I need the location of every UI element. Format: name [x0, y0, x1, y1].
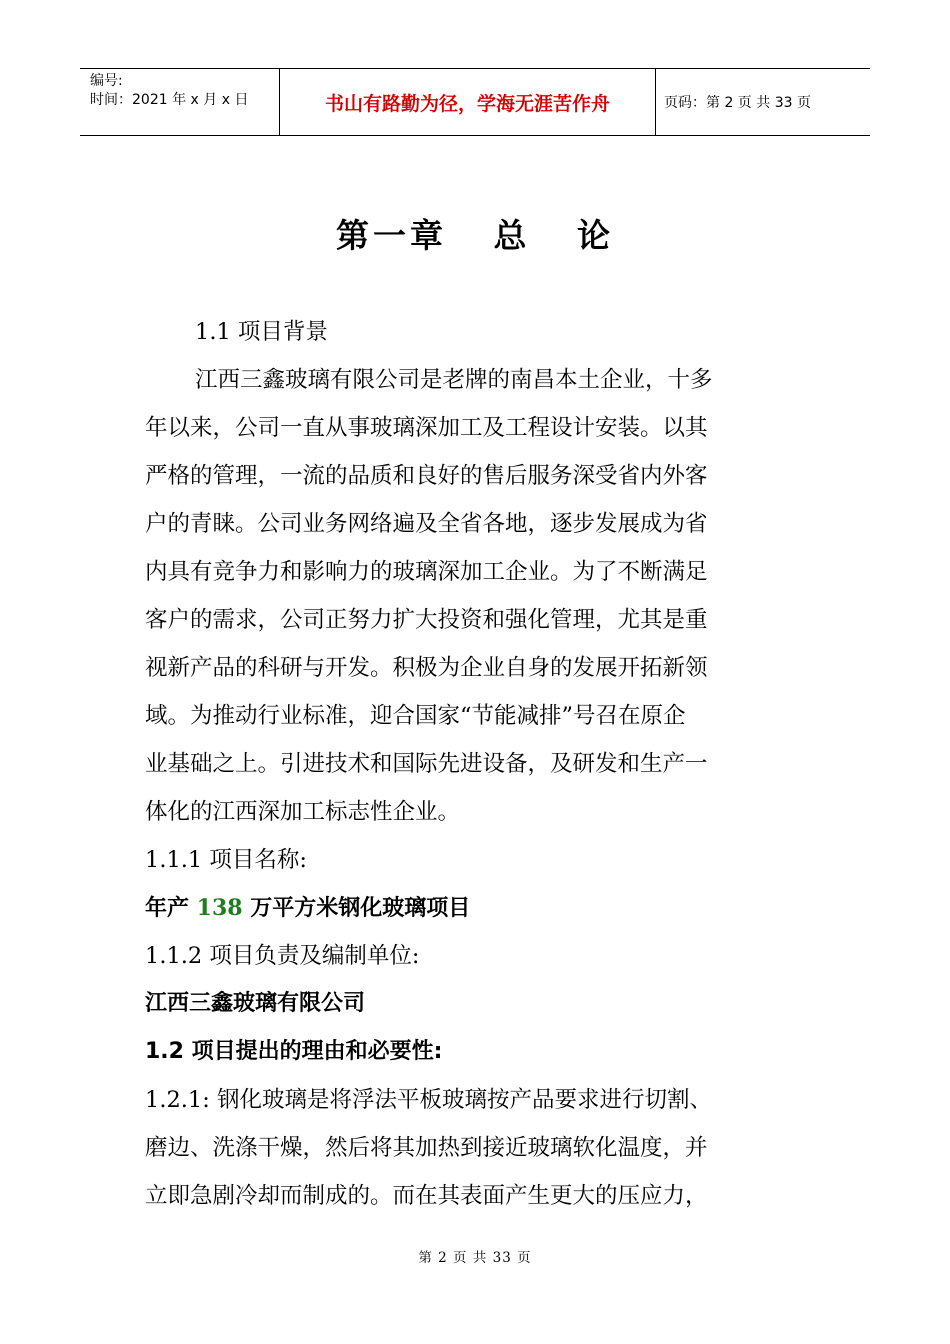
paragraph-line: 内具有竞争力和影响力的玻璃深加工企业。为了不断满足	[145, 559, 708, 585]
chapter-title: 第一章 总 论	[336, 216, 614, 255]
paragraph-line: 立即急剧冷却而制成的。而在其表面产生更大的压应力，	[145, 1183, 708, 1209]
subsection-1-1-2: 1.1.2 项目负责及编制单位:	[145, 943, 420, 969]
paragraph-line: 域。为推动行业标准，迎合国家“节能减排”号召在原企	[145, 703, 686, 729]
time-label: 时间：2021 年 x 月 x 日	[90, 92, 249, 108]
header-motto: 书山有路勤为径，学海无涯苦作舟	[280, 69, 656, 135]
paragraph-line: 年以来，公司一直从事玻璃深加工及工程设计安装。以其	[145, 415, 708, 441]
subsection-1-1-1: 1.1.1 项目名称:	[145, 847, 307, 873]
project-name	[145, 893, 470, 924]
project-name-suffix: 万平方米钢化玻璃项目	[242, 896, 471, 921]
paragraph-line: 视新产品的科研与开发。积极为企业自身的发展开拓新领	[145, 655, 708, 681]
paragraph-line: 户的青睐。公司业务网络遍及全省各地，逐步发展成为省	[145, 511, 708, 537]
doc-number-label: 编号:	[90, 73, 123, 89]
section-heading-1-1: 1.1 项目背景	[195, 319, 328, 345]
project-name-number: 138	[196, 895, 243, 921]
page-footer: 第 2 页 共 33 页	[418, 1250, 532, 1266]
company-name: 江西三鑫玻璃有限公司	[145, 991, 366, 1016]
project-name-prefix: 年产	[145, 896, 197, 921]
section-heading-1-2: 1.2 项目提出的理由和必要性:	[145, 1039, 443, 1064]
paragraph-line: 业基础之上。引进技术和国际先进设备，及研发和生产一	[145, 751, 708, 777]
paragraph-line: 1.2.1: 钢化玻璃是将浮法平板玻璃按产品要求进行切割、	[145, 1087, 712, 1113]
header-meta	[80, 69, 280, 135]
paragraph-line: 磨边、洗涤干燥，然后将其加热到接近玻璃软化温度，并	[145, 1135, 708, 1161]
paragraph-line: 客户的需求，公司正努力扩大投资和强化管理，尤其是重	[145, 607, 708, 633]
paragraph-line: 严格的管理，一流的品质和良好的售后服务深受省内外客	[145, 463, 708, 489]
page-header	[80, 68, 870, 136]
header-page-info: 页码：第 2 页 共 33 页	[664, 95, 811, 111]
paragraph-line: 江西三鑫玻璃有限公司是老牌的南昌本土企业，十多	[195, 367, 713, 393]
paragraph-line: 体化的江西深加工标志性企业。	[145, 799, 461, 825]
